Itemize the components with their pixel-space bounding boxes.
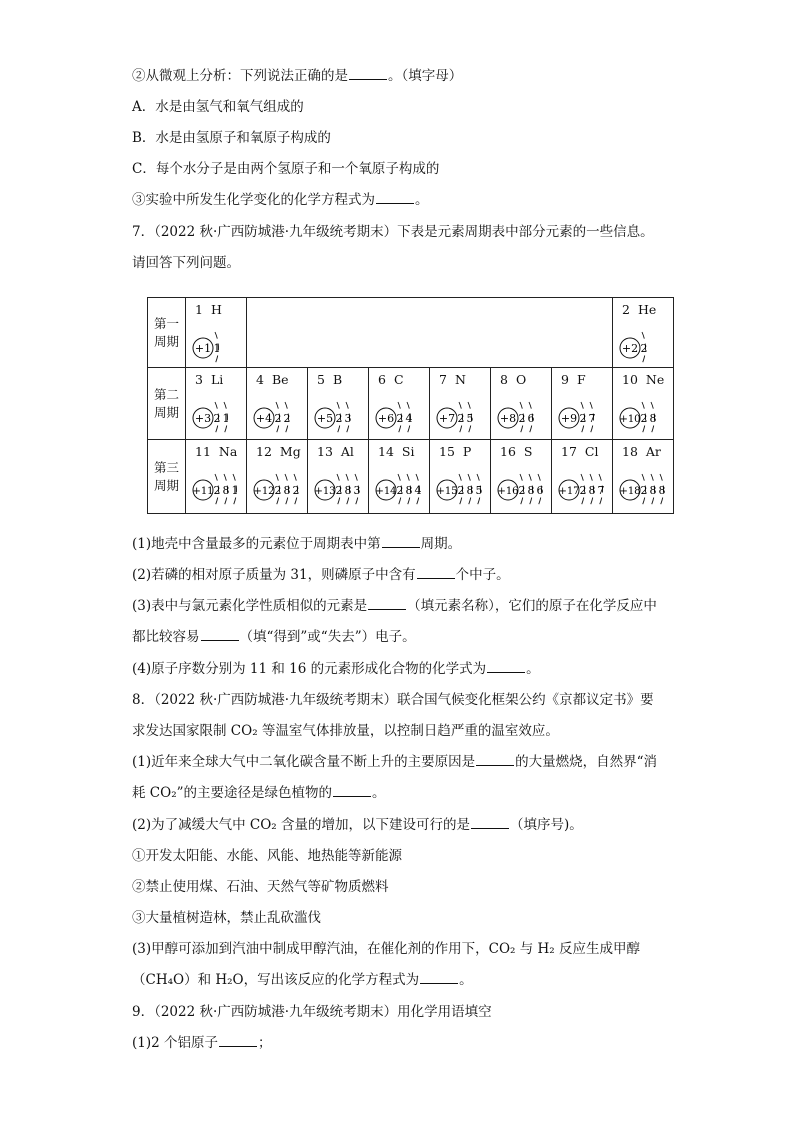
nucleus-charge: +18 [619,486,641,497]
nucleus-charge: +13 [314,486,336,497]
shell-electron-count: 8 [588,484,596,497]
element-header [500,444,532,459]
atomic-number: 3 [195,372,203,387]
atom-structure-diagram [375,400,421,436]
shell-electron-count: 2 [292,484,300,497]
text-line [132,66,462,86]
atomic-number: 10 [622,372,638,387]
shell-electron-count: 8 [527,484,535,497]
element-cell-C [369,368,430,440]
text-segment: (2)为了减缓大气中 CO₂ 含量的增加，以下建设可行的是 [132,817,471,833]
element-header [195,372,223,387]
atom-diagram [558,472,613,508]
atomic-number: 5 [317,372,325,387]
atom-diagram [436,400,482,436]
text-line [132,190,429,210]
atomic-number: 16 [500,444,516,459]
atom-structure-diagram [192,330,229,366]
nucleus-charge: +14 [375,486,397,497]
element-symbol: Li [210,372,224,387]
element-cell-Ar [613,440,674,514]
atomic-number: 9 [561,372,569,387]
shell-electron-count: 6 [527,412,535,425]
atom-diagram [619,472,674,508]
answer-blank[interactable] [219,1034,257,1047]
shell-electron-count: 2 [640,412,648,425]
text-line [132,253,240,273]
atom-structure-diagram [253,472,308,508]
period-label-2: 第二 周期 [148,368,186,440]
element-symbol: Ar [645,444,661,459]
nucleus-charge: +5 [316,412,334,425]
text-segment: 请回答下列问题。 [132,255,240,271]
element-header [500,372,526,387]
text-segment: 7．（2022 秋·广西防城港·九年级统考期末）下表是元素周期表中部分元素的一些信息。 [132,224,654,240]
nucleus-charge: +3 [194,412,212,425]
shell-electron-count: 2 [640,342,648,355]
atom-diagram [192,472,247,508]
element-cell-Na [186,440,247,514]
text-line [132,970,473,990]
element-header [195,302,222,317]
nucleus-charge: +16 [497,486,519,497]
nucleus-charge: +4 [255,412,273,425]
atom-diagram [192,400,238,436]
atom-diagram [497,472,552,508]
text-line [132,721,559,741]
text-segment: (1)地壳中含量最多的元素位于周期表中第 [132,536,381,552]
shell-electron-count: 8 [222,484,230,497]
text-line [132,97,304,117]
text-segment: C．每个水分子是由两个氢原子和一个氧原子构成的 [132,161,440,177]
atomic-number: 13 [317,444,333,459]
text-line [132,846,402,866]
element-header [378,372,404,387]
atom-structure-diagram [314,472,369,508]
shell-electron-count: 5 [466,412,474,425]
element-symbol: O [515,372,527,387]
element-cell-Ne [613,368,674,440]
element-symbol: Ne [645,372,665,387]
atom-diagram [558,400,604,436]
atom-structure-diagram [253,400,299,436]
atom-structure-diagram [619,330,656,366]
answer-blank[interactable] [476,753,514,766]
answer-blank[interactable] [368,597,406,610]
atomic-number: 1 [195,302,203,317]
answer-blank[interactable] [376,191,414,204]
atom-structure-diagram [192,472,247,508]
element-header [622,444,661,459]
text-segment: ③大量植树造林，禁止乱砍滥伐 [132,910,321,926]
element-symbol: C [393,372,404,387]
text-segment: （填元素名称），它们的原子在化学反应中 [407,598,657,614]
answer-blank[interactable] [201,628,239,641]
shell-electron-count: 5 [475,484,483,497]
answer-blank[interactable] [333,784,371,797]
shell-electron-count: 2 [335,484,343,497]
empty-cell [430,298,491,368]
shell-electron-count: 8 [466,484,474,497]
element-symbol: Al [340,444,354,459]
text-segment: (4)原子序数分别为 11 和 16 的元素形成化合物的化学式为 [132,661,487,677]
shell-electron-count: 8 [344,484,352,497]
shell-electron-count: 2 [457,484,465,497]
element-symbol: Cl [584,444,599,459]
atom-structure-diagram [436,472,491,508]
shell-electron-count: 3 [344,412,352,425]
text-line [132,659,540,679]
empty-cell [491,298,552,368]
element-symbol: B [332,372,343,387]
element-symbol: H [210,302,222,317]
atom-diagram [314,400,360,436]
atom-structure-diagram [192,400,238,436]
atom-diagram [619,330,656,366]
element-cell-B [308,368,369,440]
element-header [317,372,342,387]
shell-electron-count: 1 [213,342,221,355]
element-symbol: Be [271,372,289,387]
text-segment: 。 [415,192,429,208]
element-cell-P [430,440,491,514]
atom-structure-diagram [619,400,665,436]
shell-electron-count: 2 [213,484,221,497]
shell-electron-count: 2 [640,484,648,497]
text-line [132,565,510,585]
shell-electron-count: 8 [283,484,291,497]
text-line [132,128,331,148]
shell-electron-count: 2 [579,484,587,497]
element-header [561,444,598,459]
text-segment: ③实验中所发生化学变化的化学方程式为 [132,192,375,208]
shell-electron-count: 2 [283,412,291,425]
text-segment: ①开发太阳能、水能、风能、地热能等新能源 [132,848,402,864]
text-segment: 耗 CO₂”的主要途径是绿色植物的 [132,785,333,801]
atom-diagram [436,472,491,508]
text-line [132,1002,492,1022]
atom-diagram [253,472,308,508]
atomic-number: 15 [439,444,455,459]
shell-electron-count: 1 [231,484,239,497]
empty-cell [247,298,308,368]
shell-electron-count: 2 [274,484,282,497]
text-segment: (1)近年来全球大气中二氧化碳含量不断上升的主要原因是 [132,754,476,770]
shell-electron-count: 2 [518,412,526,425]
element-header [622,302,656,317]
element-cell-Al [308,440,369,514]
text-line [132,159,439,179]
nucleus-charge: +12 [253,486,275,497]
text-line [132,222,654,242]
period-row-2 [148,368,674,440]
shell-electron-count: 2 [213,412,221,425]
nucleus-charge: +17 [558,486,580,497]
atom-structure-diagram [497,472,552,508]
text-line [132,752,657,772]
text-segment: （填“得到”或“失去”）电子。 [239,629,416,645]
element-cell-O [491,368,552,440]
text-segment: ②从微观上分析：下列说法正确的是 [132,68,348,84]
element-header [256,372,289,387]
element-symbol: S [523,444,533,459]
text-segment: 都比较容易 [132,629,200,645]
text-segment: 。（填字母） [388,68,463,84]
shell-electron-count: 7 [588,412,596,425]
period-label-3: 第三 周期 [148,440,186,514]
answer-blank[interactable] [417,566,455,579]
answer-blank[interactable] [420,971,458,984]
text-segment: 9．（2022 秋·广西防城港·九年级统考期末）用化学用语填空 [132,1004,492,1020]
atomic-number: 4 [256,372,264,387]
atomic-number: 2 [622,302,630,317]
element-header [561,372,586,387]
nucleus-charge: +8 [499,412,517,425]
nucleus-charge: +11 [192,486,214,497]
text-segment: 周期。 [420,536,462,552]
atomic-number: 11 [195,444,211,459]
atom-diagram [375,400,421,436]
element-header [378,444,414,459]
text-line [132,1033,272,1053]
nucleus-charge: +2 [621,342,639,355]
element-cell-Mg [247,440,308,514]
element-cell-Cl [552,440,613,514]
atomic-number: 12 [256,444,272,459]
element-cell-Be [247,368,308,440]
text-line [132,783,386,803]
atom-structure-diagram [619,472,674,508]
text-segment: (3)甲醇可添加到汽油中制成甲醇汽油，在催化剂的作用下，CO₂ 与 H₂ 反应生成甲醇 [132,941,640,957]
text-segment: ； [258,1035,272,1051]
shell-electron-count: 4 [405,412,413,425]
atom-diagram [619,400,665,436]
shell-electron-count: 8 [649,484,657,497]
atomic-number: 8 [500,372,508,387]
element-cell-S [491,440,552,514]
answer-blank[interactable] [471,816,509,829]
empty-cell [552,298,613,368]
atom-structure-diagram [436,400,482,436]
atomic-number: 18 [622,444,638,459]
text-segment: （CH₄O）和 H₂O，写出该反应的化学方程式为 [132,972,420,988]
text-segment: 。 [526,661,540,677]
shell-electron-count: 1 [222,412,230,425]
text-line [132,690,654,710]
text-segment: B．水是由氢原子和氧原子构成的 [132,130,331,146]
text-line [132,877,389,897]
element-cell-Li [186,368,247,440]
text-line [132,596,657,616]
atom-diagram [192,330,229,366]
empty-cell [308,298,369,368]
element-cell-F [552,368,613,440]
text-segment: (2)若磷的相对原子质量为 31，则磷原子中含有 [132,567,416,583]
text-segment: 。 [372,785,386,801]
element-symbol: Na [218,444,238,459]
shell-electron-count: 2 [579,412,587,425]
element-cell-He [613,298,674,368]
shell-electron-count: 2 [274,412,282,425]
text-segment: (3)表中与氯元素化学性质相似的元素是 [132,598,368,614]
nucleus-charge: +1 [194,342,212,355]
nucleus-charge: +7 [438,412,456,425]
atom-structure-diagram [375,472,430,508]
element-cell-Si [369,440,430,514]
answer-blank[interactable] [382,535,420,548]
shell-electron-count: 2 [335,412,343,425]
atom-structure-diagram [558,400,604,436]
empty-cell [369,298,430,368]
element-cell-N [430,368,491,440]
shell-electron-count: 3 [353,484,361,497]
element-cell-H [186,298,247,368]
element-header [317,444,354,459]
element-header [195,444,237,459]
atom-structure-diagram [497,400,543,436]
element-symbol: He [637,302,657,317]
text-line [132,627,416,647]
text-segment: 8．（2022 秋·广西防城港·九年级统考期末）联合国气候变化框架公约《京都议定书》要 [132,692,654,708]
element-symbol: F [576,372,586,387]
text-segment: 。 [459,972,473,988]
shell-electron-count: 8 [649,412,657,425]
text-segment: ②禁止使用煤、石油、天然气等矿物质燃料 [132,879,389,895]
element-header [622,372,664,387]
shell-electron-count: 7 [597,484,605,497]
period-row-1 [148,298,674,368]
atomic-number: 7 [439,372,447,387]
period-label-1: 第一 周期 [148,298,186,368]
text-segment: 求发达国家限制 CO₂ 等温室气体排放量，以控制日趋严重的温室效应。 [132,723,559,739]
text-line [132,534,461,554]
atom-diagram [497,400,543,436]
atom-structure-diagram [314,400,360,436]
element-symbol: N [454,372,466,387]
text-segment: 的大量燃烧，自然界“消 [515,754,658,770]
element-header [439,372,466,387]
answer-blank[interactable] [349,67,387,80]
shell-electron-count: 2 [396,484,404,497]
shell-electron-count: 4 [414,484,422,497]
text-segment: A．水是由氢气和氧气组成的 [132,99,304,115]
atom-diagram [314,472,369,508]
shell-electron-count: 8 [658,484,666,497]
periodic-table [147,297,674,513]
shell-electron-count: 6 [536,484,544,497]
atomic-number: 17 [561,444,577,459]
text-segment: 个中子。 [455,567,510,583]
answer-blank[interactable] [487,660,525,673]
text-segment: (1)2 个铝原子 [132,1035,219,1051]
text-line [132,939,640,959]
atom-diagram [253,400,299,436]
element-symbol: Mg [279,444,301,459]
text-line [132,908,321,928]
atom-structure-diagram [558,472,613,508]
nucleus-charge: +15 [436,486,458,497]
shell-electron-count: 2 [457,412,465,425]
text-line [132,815,583,835]
element-header [439,444,471,459]
shell-electron-count: 8 [405,484,413,497]
atom-diagram [375,472,430,508]
element-header [256,444,301,459]
text-segment: （填序号)。 [510,817,583,833]
element-symbol: P [462,444,472,459]
nucleus-charge: +6 [377,412,395,425]
period-row-3 [148,440,674,514]
shell-electron-count: 2 [396,412,404,425]
nucleus-charge: +9 [560,412,578,425]
shell-electron-count: 2 [518,484,526,497]
nucleus-charge: +10 [619,414,641,425]
element-symbol: Si [401,444,415,459]
atomic-number: 14 [378,444,394,459]
atomic-number: 6 [378,372,386,387]
